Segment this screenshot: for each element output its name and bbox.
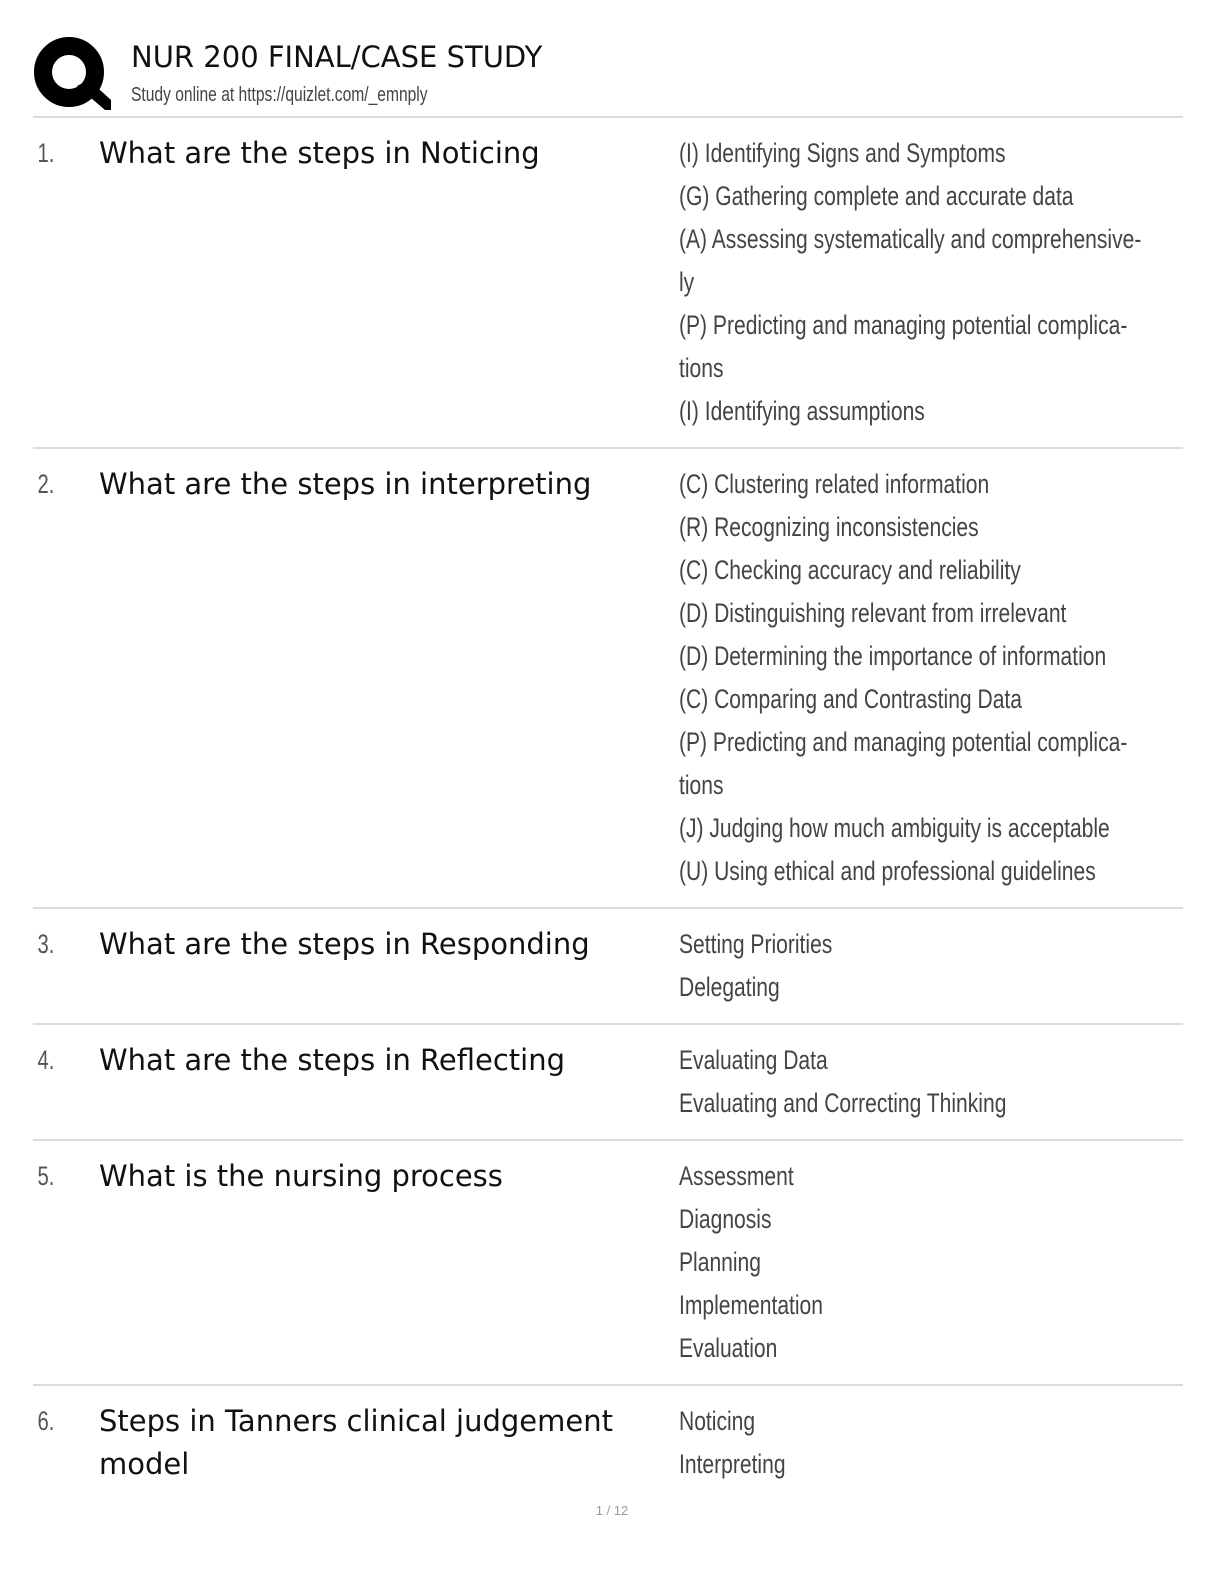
definition-line: (D) Distinguishing relevant from irrelevant [679,598,1067,628]
definition-line: Evaluating Data [679,1045,828,1075]
page-indicator: 1 / 12 [595,1503,629,1518]
definition-line: (C) Comparing and Contrasting Data [679,684,1022,714]
flashcard-row [33,909,1183,1025]
card-number: 4. [37,1045,55,1075]
definition-line: Delegating [679,972,780,1002]
definition-line: Assessment [679,1161,794,1191]
flashcard-row [33,1386,1183,1500]
page-header [33,34,1183,116]
definition-line: (I) Identifying Signs and Symptoms [679,138,1006,168]
definition-line: tions [679,353,724,383]
flashcard-row [33,449,1183,909]
definition-line: Noticing [679,1406,756,1436]
definition-line: Diagnosis [679,1204,772,1234]
card-definition [679,463,1183,893]
definition-line: ly [679,267,695,297]
flashcard-row [33,118,1183,449]
card-number: 1. [37,138,55,168]
study-online-link-text: Study online at https://quizlet.com/_emnply [131,84,428,106]
definition-line: (C) Checking accuracy and reliability [679,555,1021,585]
definition-line: (D) Determining the importance of information [679,641,1107,671]
flashcard-list [33,118,1183,1500]
card-definition [679,1039,1183,1125]
card-definition [679,923,1183,1009]
set-title: NUR 200 FINAL/CASE STUDY [131,40,543,74]
definition-line: Evaluating and Correcting Thinking [679,1088,1007,1118]
definition-line: Setting Priorities [679,929,833,959]
definition-line: (G) Gathering complete and accurate data [679,181,1074,211]
definition-line: Implementation [679,1290,823,1320]
definition-line: tions [679,770,724,800]
flashcard-row [33,1141,1183,1386]
card-number: 6. [37,1406,55,1436]
card-definition [679,132,1183,433]
definition-line: (A) Assessing systematically and comprehensive- [679,224,1142,254]
flashcard-row [33,1025,1183,1141]
definition-line: (J) Judging how much ambiguity is acceptable [679,813,1110,843]
definition-line: (P) Predicting and managing potential complica- [679,727,1128,757]
card-term: What are the steps in Noticing [99,136,540,170]
card-term: What are the steps in Reflecting [99,1043,566,1077]
definition-line: (I) Identifying assumptions [679,396,925,426]
definition-line: Interpreting [679,1449,786,1479]
card-number: 3. [37,929,55,959]
card-number: 5. [37,1161,55,1191]
card-definition [679,1155,1183,1370]
definition-line: (P) Predicting and managing potential complica- [679,310,1128,340]
card-term: What is the nursing process [99,1159,503,1193]
card-term: What are the steps in Responding [99,927,590,961]
card-term: Steps in Tanners clinical judgement model [99,1404,613,1481]
quizlet-q-logo-icon [33,34,111,112]
definition-line: (R) Recognizing inconsistencies [679,512,979,542]
definition-line: Planning [679,1247,761,1277]
card-term: What are the steps in interpreting [99,467,592,501]
definition-line: (C) Clustering related information [679,469,990,499]
card-number: 2. [37,469,55,499]
card-definition [679,1400,1183,1486]
definition-line: (U) Using ethical and professional guidelines [679,856,1096,886]
definition-line: Evaluation [679,1333,778,1363]
